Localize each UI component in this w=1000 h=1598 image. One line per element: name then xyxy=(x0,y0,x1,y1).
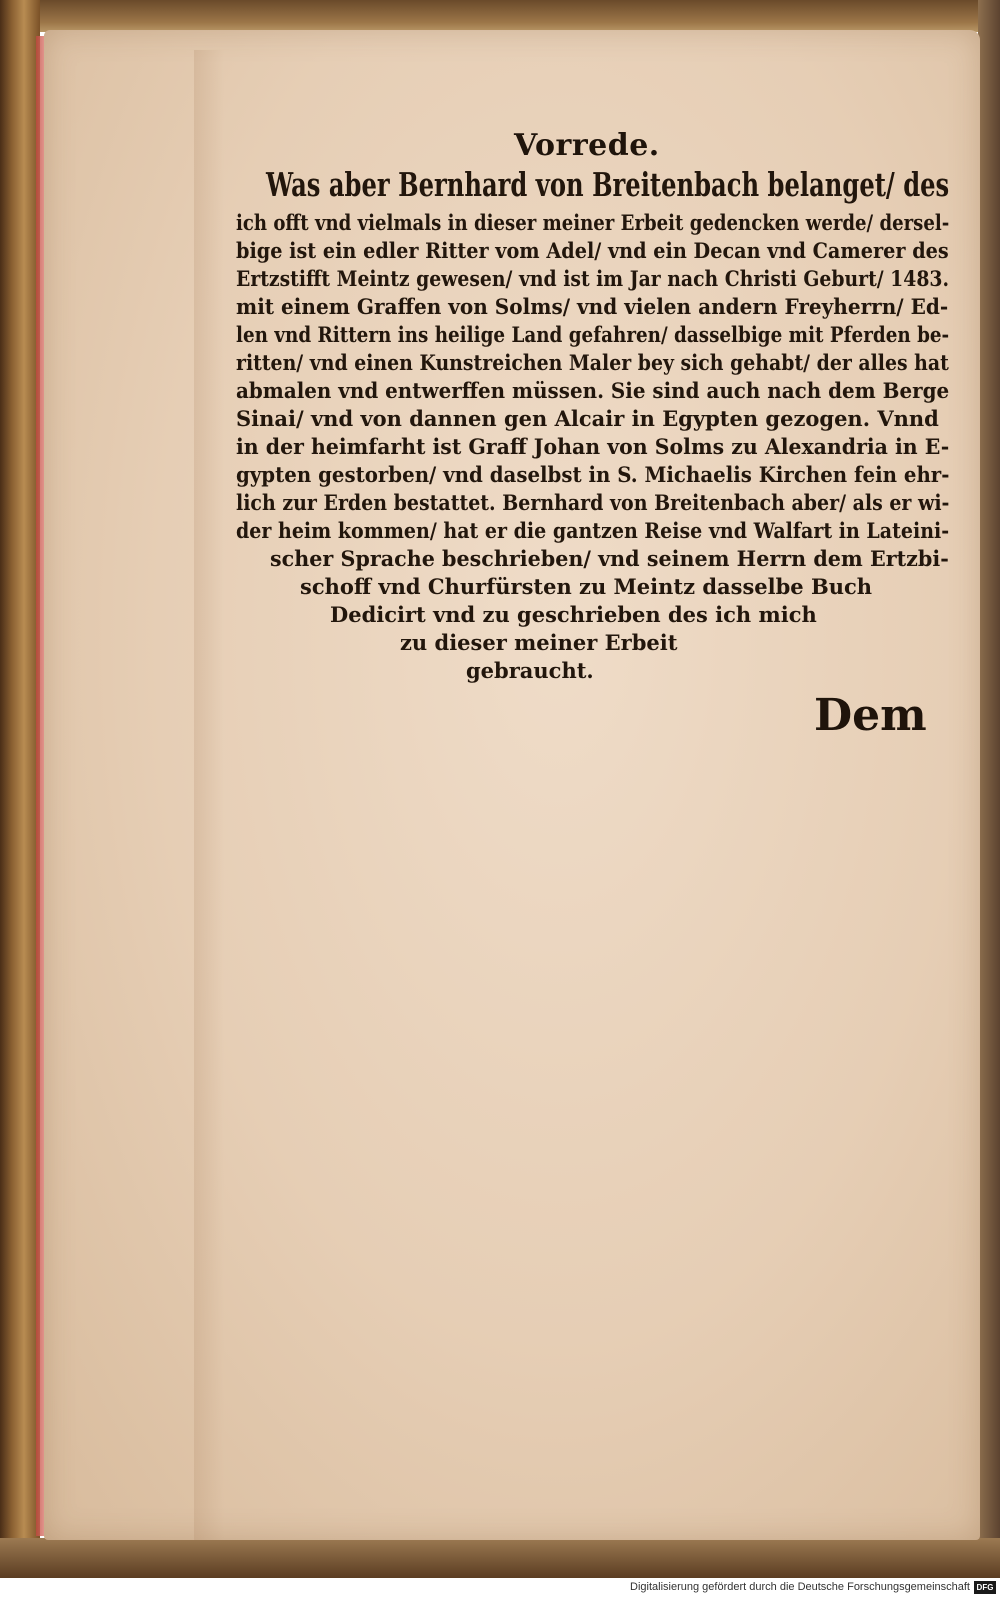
text-line: schoff vnd Churfürsten zu Meintz dasselbe Buch xyxy=(300,574,873,599)
text-line: der heim kommen/ hat er die gantzen Reise vnd Walfart in Lateini- xyxy=(236,518,950,543)
red-page-edge xyxy=(36,36,44,1536)
book-binding-bottom xyxy=(0,1538,1000,1578)
funding-credit: Digitalisierung gefördert durch die Deutsche Forschungsgemeinschaft xyxy=(630,1581,970,1593)
text-line: Ertzstifft Meintz gewesen/ vnd ist im Jar nach Christi Geburt/ 1483. xyxy=(236,266,950,291)
text-line: ich offt vnd vielmals in dieser meiner Erbeit gedencken werde/ dersel- xyxy=(236,210,950,235)
text-line: lich zur Erden bestattet. Bernhard von Breitenbach aber/ als er wi- xyxy=(236,490,950,515)
text-line: bige ist ein edler Ritter vom Adel/ vnd ein Decan vnd Camerer des xyxy=(236,238,949,263)
text-line: zu dieser meiner Erbeit xyxy=(400,630,678,655)
catchword: Dem xyxy=(814,690,927,741)
text-line: ritten/ vnd einen Kunstreichen Maler bey sich gehabt/ der alles hat xyxy=(236,350,949,375)
text-line: mit einem Graffen von Solms/ vnd vielen andern Freyherrn/ Ed- xyxy=(236,294,949,319)
book-binding-right xyxy=(978,0,1000,1578)
text-line: Dedicirt vnd zu geschrieben des ich mich xyxy=(330,602,817,627)
page-fold-shadow xyxy=(194,50,224,1540)
book-binding-top xyxy=(0,0,1000,32)
text-line: abmalen vnd entwerffen müssen. Sie sind auch nach dem Berge xyxy=(236,378,950,403)
book-binding-left xyxy=(0,0,40,1578)
text-line: gebraucht. xyxy=(466,658,594,683)
text-line: in der heimfarht ist Graff Johan von Solms zu Alexandria in E- xyxy=(236,434,950,459)
paper-page xyxy=(44,30,980,1540)
page-heading: Vorrede. xyxy=(514,128,660,163)
digitization-footer xyxy=(0,1578,1000,1598)
text-line: Sinai/ vnd von dannen gen Alcair in Egypten gezogen. Vnnd xyxy=(236,406,939,431)
text-line: Was aber Bernhard von Breitenbach belanget/ des xyxy=(266,165,950,204)
text-line: len vnd Rittern ins heilige Land gefahren/ dasselbige mit Pferden be- xyxy=(236,322,950,347)
text-line: gypten gestorben/ vnd daselbst in S. Michaelis Kirchen fein ehr- xyxy=(236,462,950,487)
text-line: scher Sprache beschrieben/ vnd seinem Herrn dem Ertzbi- xyxy=(270,546,949,571)
dfg-logo-icon: DFG xyxy=(974,1581,996,1594)
